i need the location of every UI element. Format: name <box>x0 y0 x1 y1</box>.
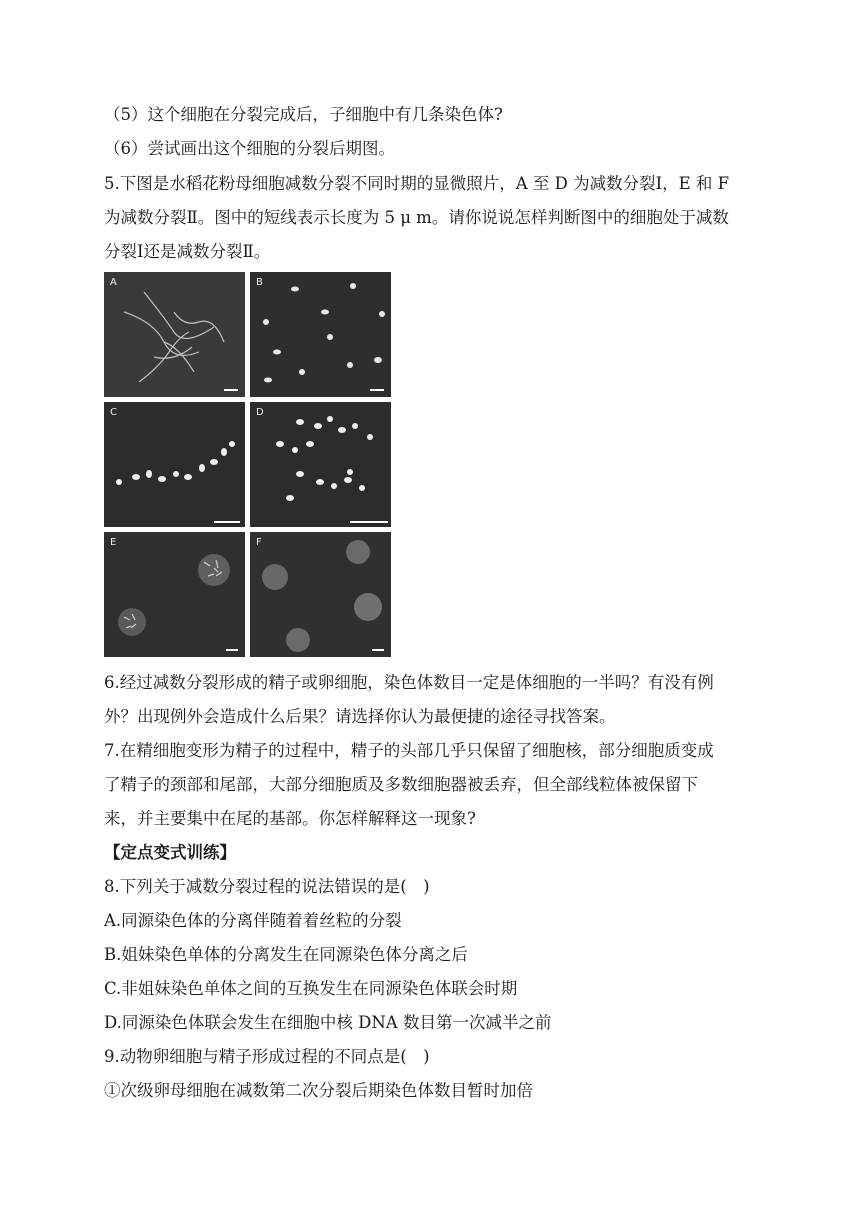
section-heading: 【定点变式训练】 <box>104 843 236 862</box>
question-6-line-1: 6.经过减数分裂形成的精子或卵细胞，染色体数目一定是体细胞的一半吗？有没有例 <box>104 673 714 692</box>
question-6-line-2: 外？出现例外会造成什么后果？请选择你认为最便捷的途径寻找答案。 <box>104 707 616 726</box>
question-7-line-2: 了精子的颈部和尾部，大部分细胞质及多数细胞器被丢弃，但全部线粒体被保留下 <box>104 775 698 794</box>
question-9-stem: 9.动物卵细胞与精子形成过程的不同点是( ) <box>104 1047 430 1066</box>
question-9-item-1: ①次级卵母细胞在减数第二次分裂后期染色体数目暂时加倍 <box>104 1081 533 1100</box>
panel-label: A <box>110 277 117 288</box>
panel-label: C <box>110 407 117 418</box>
question-8-option-a: A.同源染色体的分离伴随着着丝粒的分裂 <box>104 911 402 930</box>
panel-label: B <box>256 277 263 288</box>
question-5-text-line-2: 为减数分裂Ⅱ。图中的短线表示长度为 5 μ m。请你说说怎样判断图中的细胞处于减数 <box>104 208 729 227</box>
micrograph-panel-b <box>250 272 391 397</box>
question-7-line-3: 来，并主要集中在尾的基部。你怎样解释这一现象? <box>104 809 476 828</box>
question-8-option-b: B.姐妹染色单体的分离发生在同源染色体分离之后 <box>104 945 468 964</box>
question-7-line-1: 7.在精细胞变形为精子的过程中，精子的头部几乎只保留了细胞核，部分细胞质变成 <box>104 741 714 760</box>
question-8-stem: 8.下列关于减数分裂过程的说法错误的是( ) <box>104 877 430 896</box>
panel-label: F <box>256 537 262 548</box>
micrograph-panel-f <box>250 532 391 657</box>
micrograph-panel-e <box>104 532 245 657</box>
micrograph-panel-c <box>104 402 245 527</box>
question-5-subitem-5: （5）这个细胞在分裂完成后，子细胞中有几条染色体? <box>104 105 503 124</box>
micrograph-panel-a <box>104 272 245 397</box>
question-8-option-d: D.同源染色体联会发生在细胞中核 DNA 数目第一次减半之前 <box>104 1013 552 1032</box>
question-5-subitem-6: （6）尝试画出这个细胞的分裂后期图。 <box>104 139 395 158</box>
question-5-text-line-3: 分裂Ⅰ还是减数分裂Ⅱ。 <box>104 242 271 261</box>
micrograph-figure <box>104 272 391 657</box>
question-5-text-line-1: 5.下图是水稻花粉母细胞减数分裂不同时期的显微照片，A 至 D 为减数分裂Ⅰ，E 和 F <box>104 174 730 193</box>
micrograph-panel-d <box>250 402 391 527</box>
panel-label: D <box>256 407 264 418</box>
question-8-option-c: C.非姐妹染色单体之间的互换发生在同源染色体联会时期 <box>104 979 518 998</box>
panel-label: E <box>110 537 117 548</box>
